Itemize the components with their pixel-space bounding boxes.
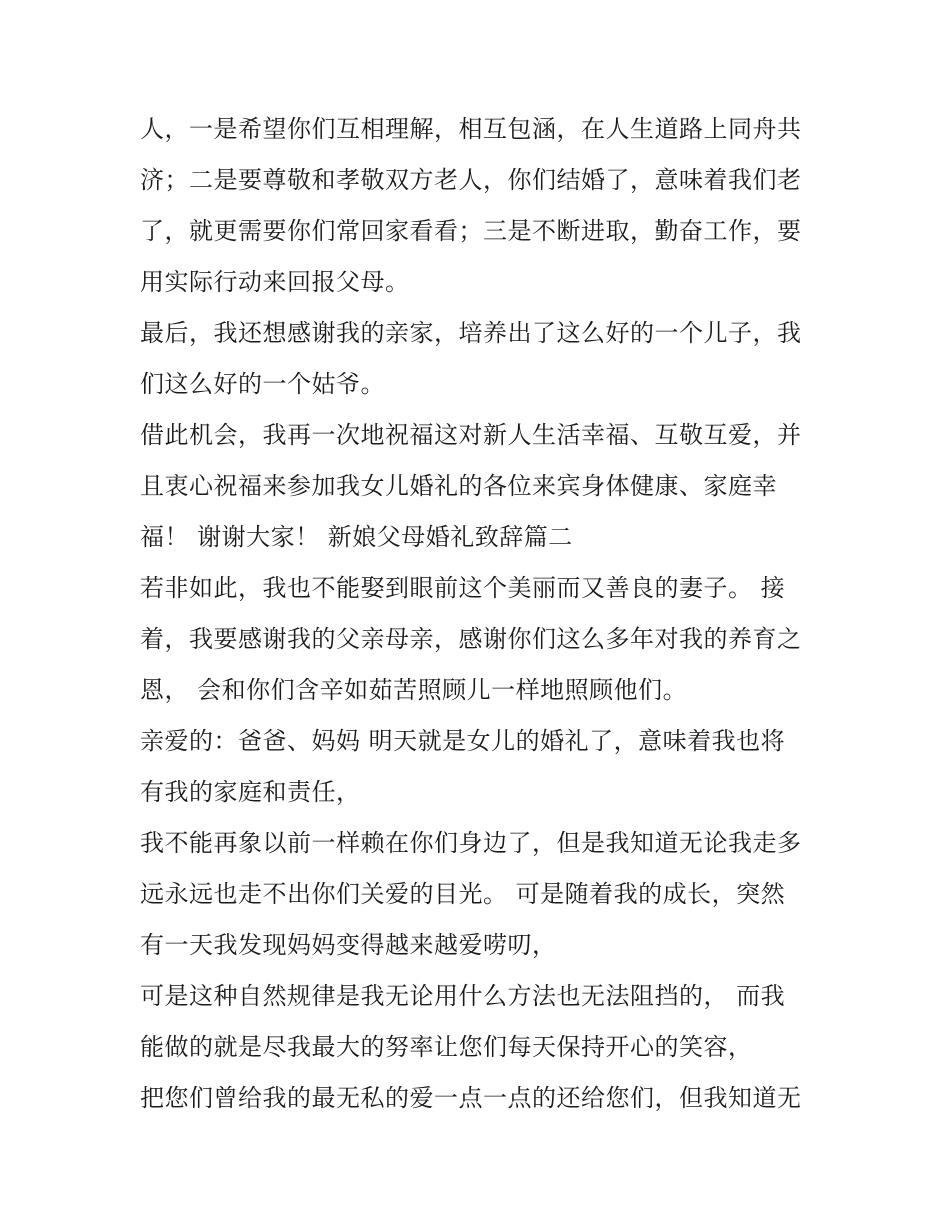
- paragraph: [140, 410, 816, 563]
- text-line: 有我的家庭和责任，: [140, 778, 361, 806]
- paragraph: [140, 104, 816, 308]
- text-line: 最后，我还想感谢我的亲家，培养出了这么好的一个儿子，我: [140, 319, 802, 347]
- text-line: 人，一是希望你们互相理解，相互包涵，在人生道路上同舟共: [140, 115, 802, 143]
- paragraph: [140, 716, 816, 818]
- paragraph: [140, 563, 816, 716]
- paragraph: [140, 1073, 816, 1124]
- text-line: 能做的就是尽我最大的努率让您们每天保持开心的笑容，: [140, 1033, 753, 1061]
- text-line: 且衷心祝福来参加我女儿婚礼的各位来宾身体健康、家庭幸: [140, 472, 777, 500]
- text-line: 济；二是要尊敬和孝敬双方老人，你们结婚了，意味着我们老: [140, 166, 802, 194]
- text-line: 亲爱的：爸爸、妈妈 明天就是女儿的婚礼了，意味着我也将: [140, 727, 786, 755]
- text-line: 用实际行动来回报父母。: [140, 268, 410, 296]
- text-line: 可是这种自然规律是我无论用什么方法也无法阻挡的， 而我: [140, 982, 786, 1010]
- text-line: 把您们曾给我的最无私的爱一点一点的还给您们，但我知道无: [140, 1084, 802, 1112]
- text-line: 远永远也走不出你们关爱的目光。 可是随着我的成长，突然: [140, 880, 786, 908]
- text-line: 若非如此，我也不能娶到眼前这个美丽而又善良的妻子。 接: [140, 574, 786, 602]
- text-line: 了，就更需要你们常回家看看；三是不断进取，勤奋工作，要: [140, 217, 802, 245]
- paragraph: [140, 308, 816, 410]
- text-line: 着，我要感谢我的父亲母亲，感谢你们这么多年对我的养育之: [140, 625, 802, 653]
- paragraph: [140, 971, 816, 1073]
- document-body: [140, 104, 816, 1124]
- text-line: 我不能再象以前一样赖在你们身边了，但是我知道无论我走多: [140, 829, 802, 857]
- text-line: 借此机会，我再一次地祝福这对新人生活幸福、互敬互爱，并: [140, 421, 802, 449]
- text-line: 恩， 会和你们含辛如茹苦照顾儿一样地照顾他们。: [140, 676, 688, 704]
- paragraph: [140, 818, 816, 971]
- text-line: 福！ 谢谢大家！ 新娘父母婚礼致辞篇二: [140, 523, 573, 551]
- text-line: 有一天我发现妈妈变得越来越爱唠叨，: [140, 931, 557, 959]
- text-line: 们这么好的一个姑爷。: [140, 370, 385, 398]
